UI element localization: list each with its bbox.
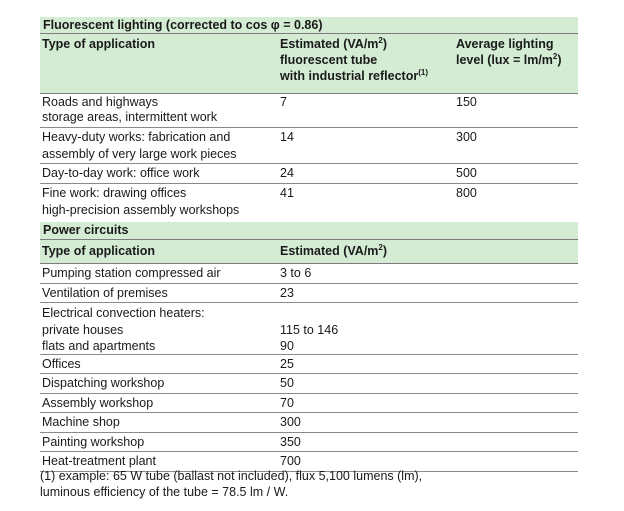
table-row: Offices 25 xyxy=(40,355,578,374)
table-row: Dispatching workshop 50 xyxy=(40,374,578,394)
col-header-application: Type of application xyxy=(42,37,155,51)
table-row: Machine shop 300 xyxy=(40,413,578,433)
table-row: Heat-treatment plant 700 xyxy=(40,452,578,472)
col-header-estimated: Estimated $(VA/m^2)$ xyxy=(280,242,388,258)
power-title: Power circuits xyxy=(43,223,129,237)
table-row: Day-to-day work: office work 24 500 xyxy=(40,164,578,184)
table-row: Fine work: drawing offices high-precision assembly workshops 41 800 xyxy=(42,186,477,217)
footnote-line-2: luminous efficiency of the tube = 78.5 lm / W. xyxy=(40,485,289,499)
fluorescent-header-row xyxy=(40,34,578,94)
col-header-estimated: Estimated $(VA/m^2)$ fluorescent tube with industrial reflector$^{(1)}$ xyxy=(280,35,428,83)
col-header-application: Type of application xyxy=(42,244,155,258)
lighting-power-table xyxy=(40,17,578,472)
table-row: Electrical convection heaters: private houses flats and apartments 115 to 146 90 xyxy=(40,303,578,355)
footnote xyxy=(40,468,422,500)
section-title-power xyxy=(40,222,578,240)
table-row: Assembly workshop 70 xyxy=(40,394,578,413)
table-row: Heavy-duty works: fabrication and assembly of very large work pieces 14 300 xyxy=(40,128,578,164)
table-row: Painting workshop 350 xyxy=(40,433,578,452)
table-row: Pumping station compressed air 3 to 6 xyxy=(40,264,578,284)
power-header-row xyxy=(40,240,578,264)
table-row: Roads and highways storage areas, intermittent work 7 150 xyxy=(40,94,578,128)
fluorescent-title: Fluorescent lighting (corrected to cos φ = 0.86) xyxy=(43,18,323,32)
col-header-lighting-level: Average lighting level $(lux = lm/m^2)$ xyxy=(456,37,562,67)
table-row: Ventilation of premises 23 xyxy=(40,284,578,303)
section-title-fluorescent xyxy=(40,17,578,34)
footnote-line-1: (1) example: 65 W tube (ballast not included), flux 5,100 lumens (lm), xyxy=(40,469,423,483)
